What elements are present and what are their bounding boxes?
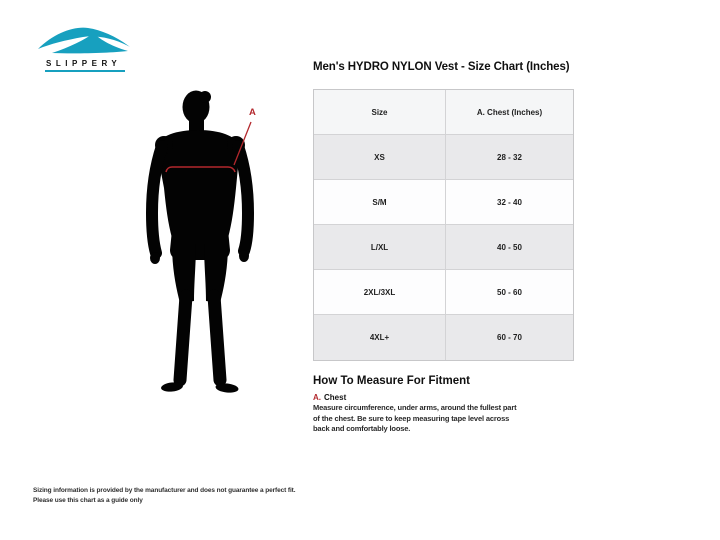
body-silhouette-figure	[138, 88, 262, 396]
header-cell-size: Size	[314, 90, 446, 134]
footnote	[33, 486, 295, 505]
header-cell-chest: A. Chest (Inches)	[476, 107, 543, 117]
silhouette-shapes	[150, 91, 249, 394]
table-header-row	[314, 90, 573, 135]
cell-chest: 28 - 32	[497, 152, 522, 162]
measure-description-line: of the chest. Be sure to keep measuring tape level across	[313, 413, 510, 423]
cell-size: S/M	[314, 180, 446, 224]
cell-chest: 32 - 40	[497, 197, 522, 207]
annotation-a-label: A	[249, 107, 256, 118]
brand-wordmark: SLIPPERY	[46, 59, 122, 68]
table-row	[314, 135, 573, 180]
table-row	[314, 315, 573, 360]
cell-size: 2XL/3XL	[314, 270, 446, 314]
wave-swoosh-icon	[36, 22, 132, 56]
table-row	[314, 225, 573, 270]
cell-chest: 50 - 60	[497, 287, 522, 297]
measure-description-line: back and comfortably loose.	[313, 424, 411, 434]
measure-description-line: Measure circumference, under arms, around the fullest part	[313, 403, 517, 412]
measure-heading: How To Measure For Fitment	[313, 375, 470, 387]
size-table	[313, 89, 574, 361]
cell-chest: 40 - 50	[497, 242, 522, 252]
measure-description	[313, 403, 548, 435]
cell-chest: 60 - 70	[497, 333, 522, 342]
cell-size: L/XL	[314, 225, 446, 269]
table-row	[314, 180, 573, 225]
measure-point-label	[313, 393, 346, 402]
cell-size: XS	[314, 135, 446, 179]
measure-point-letter: A.	[313, 393, 321, 402]
table-row	[314, 270, 573, 315]
male-silhouette-icon	[138, 88, 262, 396]
measure-point-name: Chest	[324, 393, 347, 402]
cell-size: 4XL+	[314, 315, 446, 360]
footnote-line: Sizing information is provided by the manufacturer and does not guarantee a perfect fit.	[33, 487, 296, 494]
brand-logo	[36, 22, 136, 72]
brand-underline	[45, 70, 125, 72]
chart-title: Men's HYDRO NYLON Vest - Size Chart (Inches)	[313, 61, 570, 73]
footnote-line: Please use this chart as a guide only	[33, 496, 143, 504]
